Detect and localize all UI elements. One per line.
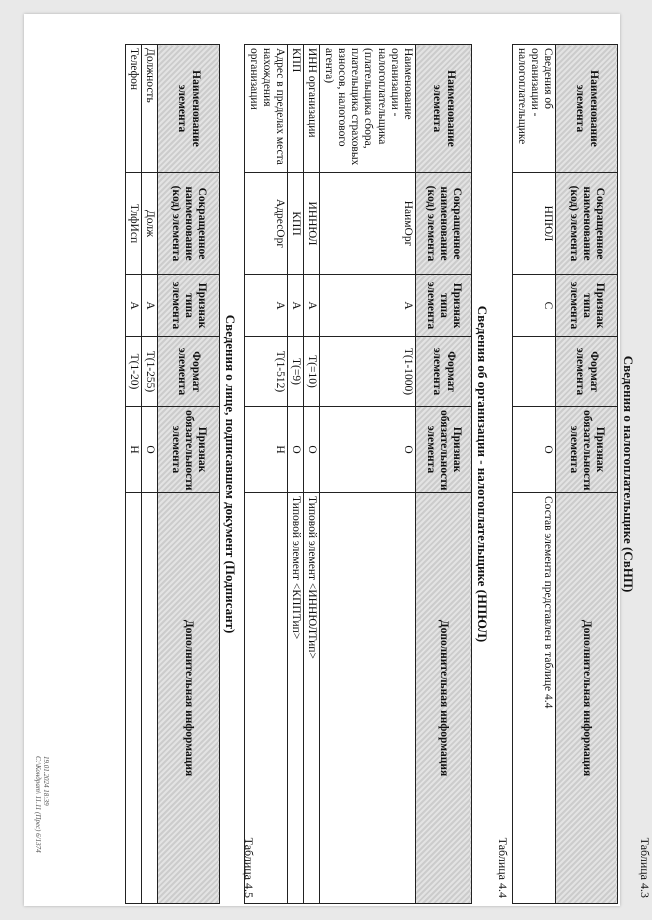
cell-format: T(=9) xyxy=(288,337,304,407)
rotated-content xyxy=(72,44,652,904)
cell-name: ИНН организации xyxy=(304,45,320,173)
cell-info xyxy=(320,493,416,904)
col-info-header: Дополнительная информация xyxy=(556,493,618,904)
table-header-row xyxy=(158,45,220,904)
table-row xyxy=(245,45,288,904)
cell-name: Должность xyxy=(141,45,157,173)
table-row xyxy=(304,45,320,904)
table-4-5-label: Таблица 4.5 xyxy=(242,837,256,898)
cell-format: T(=10) xyxy=(304,337,320,407)
cell-code: НПЮЛ xyxy=(513,173,556,275)
cell-info: Типовой элемент <КППТип> xyxy=(288,493,304,904)
cell-type: А xyxy=(304,275,320,337)
cell-name: Телефон xyxy=(125,45,141,173)
table-row xyxy=(513,45,556,904)
col-code-header: Сокращенное наименование (код) элемента xyxy=(556,173,618,275)
cell-format: T(1-512) xyxy=(245,337,288,407)
cell-code: ТлфИсп xyxy=(125,173,141,275)
cell-required: Н xyxy=(245,407,288,493)
cell-info xyxy=(125,493,141,904)
stamp-line-1: 19.01.2024 18:39 xyxy=(42,756,50,806)
cell-name: Наименование организации - налогоплательщика (плательщика сбора, плательщика страховых взносов, налогового агента) xyxy=(320,45,416,173)
table-4-3-label: Таблица 4.3 xyxy=(638,837,652,898)
col-code-header: Сокращенное наименование (код) элемента xyxy=(416,173,472,275)
col-name-header: Наименование элемента xyxy=(416,45,472,173)
cell-required: О xyxy=(304,407,320,493)
cell-code: НаимОрг xyxy=(320,173,416,275)
cell-name: КПП xyxy=(288,45,304,173)
cell-format xyxy=(513,337,556,407)
col-type-header: Признак типа элемента xyxy=(158,275,220,337)
cell-info: Типовой элемент <ИННЮЛТип> xyxy=(304,493,320,904)
cell-type: С xyxy=(513,275,556,337)
cell-code: АдресОрг xyxy=(245,173,288,275)
cell-name: Адрес в пределах места нахождения организации xyxy=(245,45,288,173)
col-name-header: Наименование элемента xyxy=(556,45,618,173)
col-info-header: Дополнительная информация xyxy=(158,493,220,904)
cell-required: О xyxy=(513,407,556,493)
table-header-row xyxy=(416,45,472,904)
table-header-row xyxy=(556,45,618,904)
col-name-header: Наименование элемента xyxy=(158,45,220,173)
cell-required: О xyxy=(320,407,416,493)
stamp-line-2: С:\Кондрат\ 11.11 (Прес) 6/1374 xyxy=(33,756,42,853)
col-type-header: Признак типа элемента xyxy=(556,275,618,337)
table-4-3-caption: Сведения о налогоплательщике (СвНП) xyxy=(621,355,636,593)
table-4-4-label: Таблица 4.4 xyxy=(496,837,510,898)
table-row xyxy=(141,45,157,904)
col-format-header: Формат элемента xyxy=(556,337,618,407)
table-4-3 xyxy=(512,44,618,904)
cell-format: T(1-20) xyxy=(125,337,141,407)
cell-code: ИННЮЛ xyxy=(304,173,320,275)
cell-code: КПП xyxy=(288,173,304,275)
cell-type: А xyxy=(245,275,288,337)
cell-format: T(1-255) xyxy=(141,337,157,407)
table-row xyxy=(320,45,416,904)
col-required-header: Признак обязательности элемента xyxy=(556,407,618,493)
col-required-header: Признак обязательности элемента xyxy=(158,407,220,493)
cell-type: А xyxy=(125,275,141,337)
cell-format: T(1-1000) xyxy=(320,337,416,407)
col-required-header: Признак обязательности элемента xyxy=(416,407,472,493)
cell-type: А xyxy=(141,275,157,337)
col-format-header: Формат элемента xyxy=(158,337,220,407)
cell-name: Сведения об организации - налогоплательщике xyxy=(513,45,556,173)
cell-required: О xyxy=(288,407,304,493)
cell-info xyxy=(141,493,157,904)
table-4-4-caption: Сведения об организации - налогоплательщике (НПЮЛ) xyxy=(475,305,490,643)
table-row xyxy=(288,45,304,904)
table-row xyxy=(125,45,141,904)
col-info-header: Дополнительная информация xyxy=(416,493,472,904)
col-code-header: Сокращенное наименование (код) элемента xyxy=(158,173,220,275)
cell-required: О xyxy=(141,407,157,493)
table-4-5-caption: Сведения о лице, подписавшем документ (Подписант) xyxy=(223,314,238,634)
col-format-header: Формат элемента xyxy=(416,337,472,407)
print-stamp xyxy=(33,756,50,853)
cell-code: Долж xyxy=(141,173,157,275)
table-4-4 xyxy=(244,44,472,904)
col-type-header: Признак типа элемента xyxy=(416,275,472,337)
cell-info: Состав элемента представлен в таблице 4.4 xyxy=(513,493,556,904)
document-page xyxy=(24,14,652,906)
cell-type: А xyxy=(320,275,416,337)
table-4-5 xyxy=(125,44,220,904)
cell-type: А xyxy=(288,275,304,337)
cell-required: Н xyxy=(125,407,141,493)
